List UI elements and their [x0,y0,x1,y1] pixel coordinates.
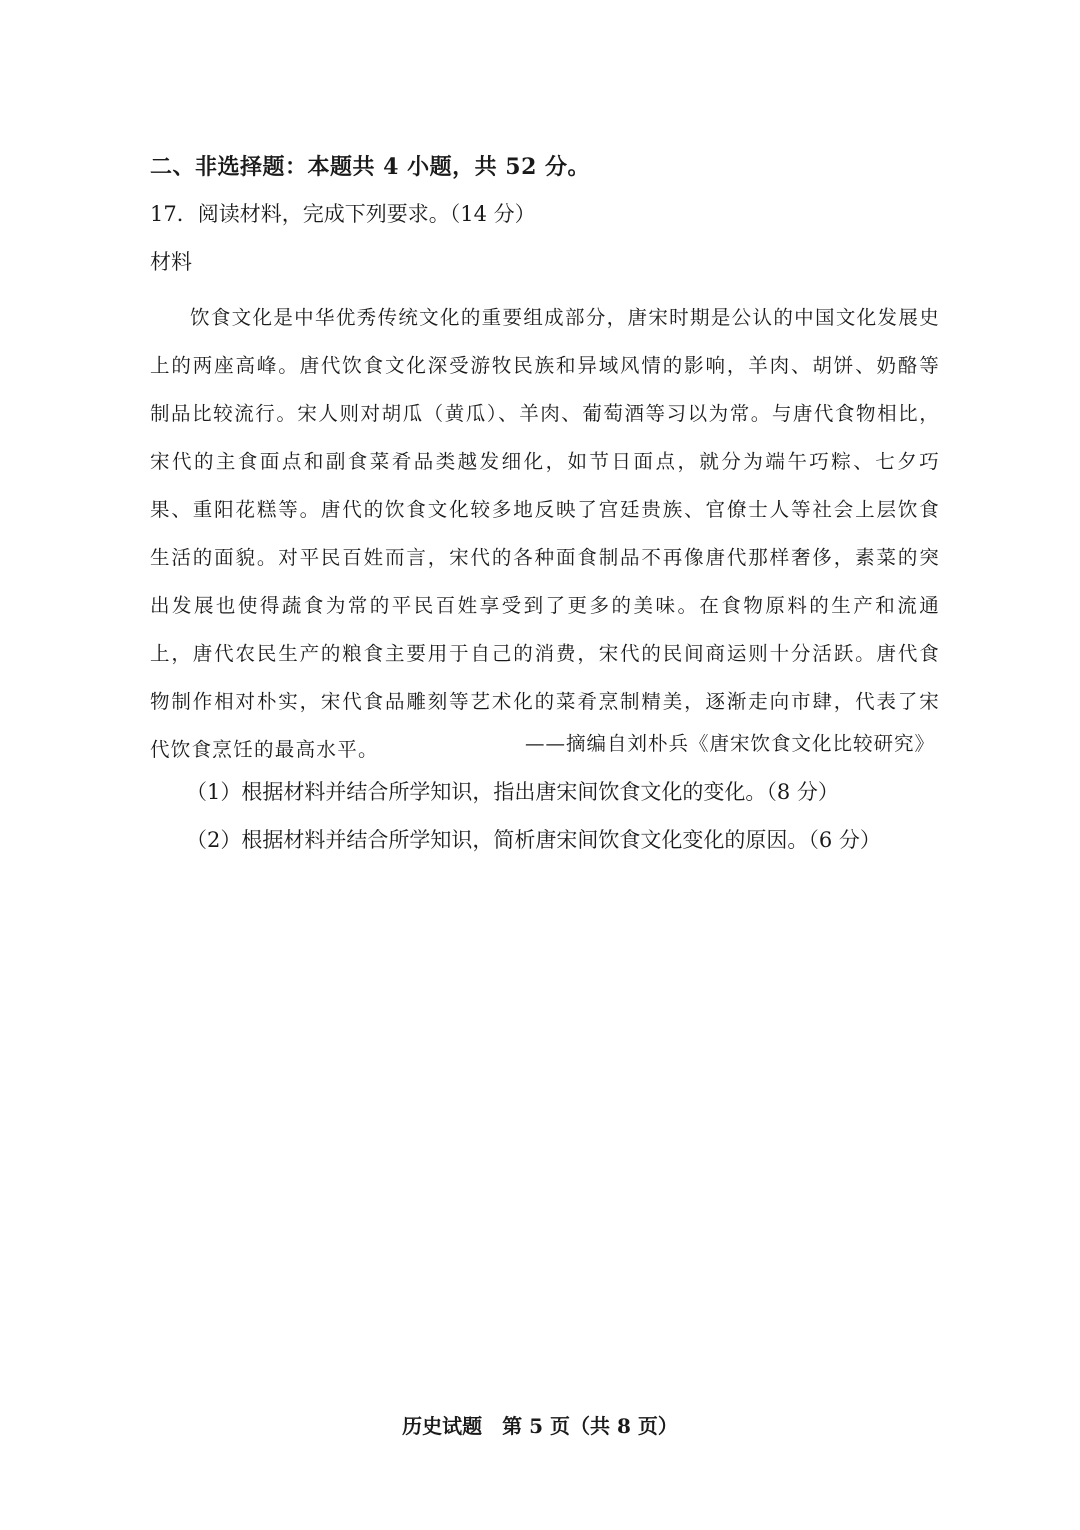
section-title: 二、非选择题：本题共 4 小题，共 52 分。 [150,154,591,180]
sub-question-1: （1）根据材料并结合所学知识，指出唐宋间饮食文化的变化。（8 分） [186,780,839,804]
material-text: 饮食文化是中华优秀传统文化的重要组成部分，唐宋时期是公认的中国文化发展史上的两座高峰。唐代饮食文化深受游牧民族和异域风情的影响，羊肉、胡饼、奶酪等制品比较流行。宋人则对胡瓜（黄瓜）、羊肉、葡萄酒等习以为常。与唐代食物相比，宋代的主食面点和副食菜肴品类越发细化，如节日面点，就分为端午巧粽、七夕巧果、重阳花糕等。唐代的饮食文化较多地反映了宫廷贵族、官僚士人等社会上层饮食生活的面貌。对平民百姓而言，宋代的各种面食制品不再像唐代那样奢侈，素菜的突出发展也使得蔬食为常的平民百姓享受到了更多的美味。在食物原料的生产和流通上，唐代农民生产的粮食主要用于自己的消费，宋代的民间商运则十分活跃。唐代食物制作相对朴实，宋代食品雕刻等艺术化的菜肴烹制精美，逐渐走向市肆，代表了宋代饮食烹饪的最高水平。 [150,306,940,761]
page-footer: 历史试题 第 5 页（共 8 页） [402,1414,678,1438]
sub-question-2: （2）根据材料并结合所学知识，简析唐宋间饮食文化变化的原因。（6 分） [186,828,881,852]
material-label: 材料 [150,250,192,274]
question-heading: 17．阅读材料，完成下列要求。（14 分） [150,202,536,226]
material-source: ——摘编自刘朴兵《唐宋饮食文化比较研究》 [524,732,935,755]
